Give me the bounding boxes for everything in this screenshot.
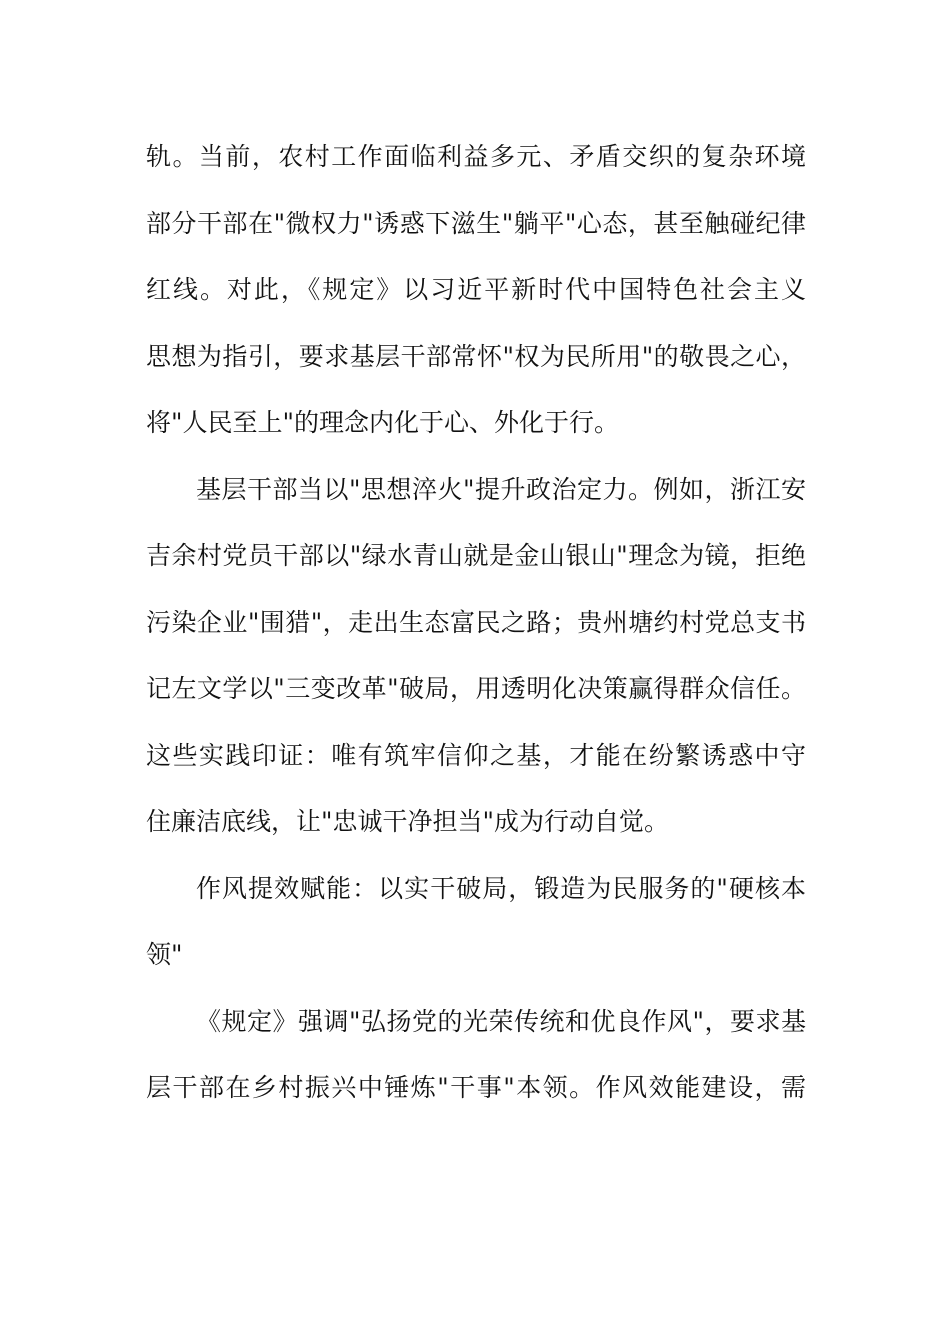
text-line: 吉余村党员干部以"绿水青山就是金山银山"理念为镜，拒绝 [146,541,806,570]
text-line: 住廉洁底线，让"忠诚干净担当"成为行动自觉。 [146,807,669,836]
text-line: 部分干部在"微权力"诱惑下滋生"躺平"心态，甚至触碰纪律 [146,208,806,238]
body-text [146,124,806,1122]
text-line: 基层干部当以"思想淬火"提升政治定力。例如，浙江安 [196,474,806,504]
text-line: 记左文学以"三变改革"破局，用透明化决策赢得群众信任。 [146,674,806,703]
text-line: 轨。当前，农村工作面临利益多元、矛盾交织的复杂环境 [146,142,806,171]
section-heading-continued: 领" [146,940,183,969]
text-line: 思想为指引，要求基层干部常怀"权为民所用"的敬畏之心， [146,341,806,371]
text-line: 这些实践印证：唯有筑牢信仰之基，才能在纷繁诱惑中守 [146,740,806,770]
text-line: 将"人民至上"的理念内化于心、外化于行。 [146,408,619,437]
section-heading: 作风提效赋能：以实干破局，锻造为民服务的"硬核本 [196,873,806,903]
text-line: 《规定》强调"弘扬党的光荣传统和优良作风"，要求基 [196,1006,806,1036]
text-line: 污染企业"围猎"，走出生态富民之路；贵州塘约村党总支书 [146,607,806,637]
text-line: 层干部在乡村振兴中锤炼"干事"本领。作风效能建设，需 [146,1073,806,1102]
text-line: 红线。对此，《规定》以习近平新时代中国特色社会主义 [146,275,806,304]
